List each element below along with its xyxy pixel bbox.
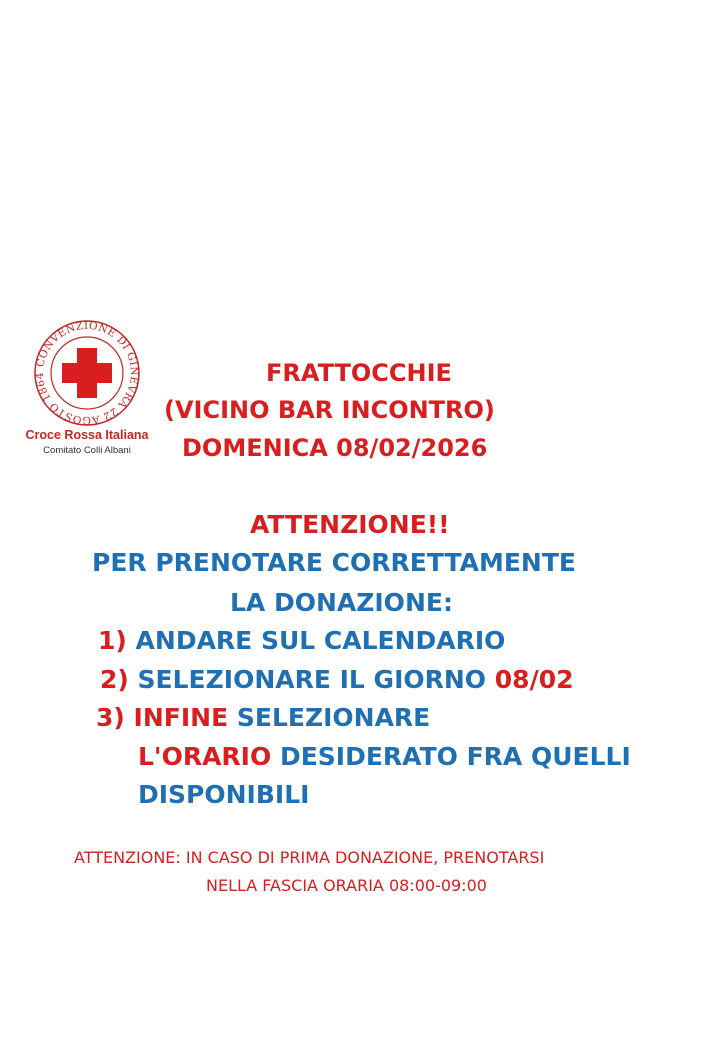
landmark-heading: (VICINO BAR INCONTRO) [164, 396, 495, 424]
step-2-highlight: 08/02 [494, 665, 574, 694]
step-1-number: 1) [98, 626, 127, 655]
step-2-text: SELEZIONARE IL GIORNO [137, 665, 487, 694]
intro-line-1: PER PRENOTARE CORRETTAMENTE [92, 548, 576, 577]
step-1-text: ANDARE SUL CALENDARIO [135, 626, 506, 655]
footer-note-line-2: NELLA FASCIA ORARIA 08:00-09:00 [206, 876, 487, 895]
step-3-highlight: INFINE [133, 703, 229, 732]
footer-note-line-1: ATTENZIONE: IN CASO DI PRIMA DONAZIONE, PRENOTARSI [74, 848, 545, 867]
step-3-line-3: DISPONIBILI [138, 780, 310, 809]
step-2 [100, 667, 574, 692]
logo-subtitle: Comitato Colli Albani [43, 445, 131, 456]
location-heading: FRATTOCCHIE [266, 359, 452, 387]
step-3-text: SELEZIONARE [236, 703, 431, 732]
red-cross-logo [16, 318, 158, 460]
intro-line-2: LA DONAZIONE: [230, 588, 453, 617]
step-3-number: 3) [96, 703, 125, 732]
step-3 [96, 705, 430, 730]
red-cross-emblem-icon [16, 318, 158, 428]
warning-heading: ATTENZIONE!! [250, 510, 450, 539]
step-3-line-2-highlight: L'ORARIO [138, 742, 272, 771]
step-3-line-2 [138, 744, 631, 769]
step-2-number: 2) [100, 665, 129, 694]
step-1 [98, 628, 505, 653]
logo-ring-text: CONVENZIONE DI GINEVRA 22 AGOSTO 1864 [33, 319, 141, 427]
step-3-line-2-text: DESIDERATO FRA QUELLI [279, 742, 631, 771]
date-heading: DOMENICA 08/02/2026 [182, 434, 488, 462]
logo-name: Croce Rossa Italiana [25, 428, 149, 442]
